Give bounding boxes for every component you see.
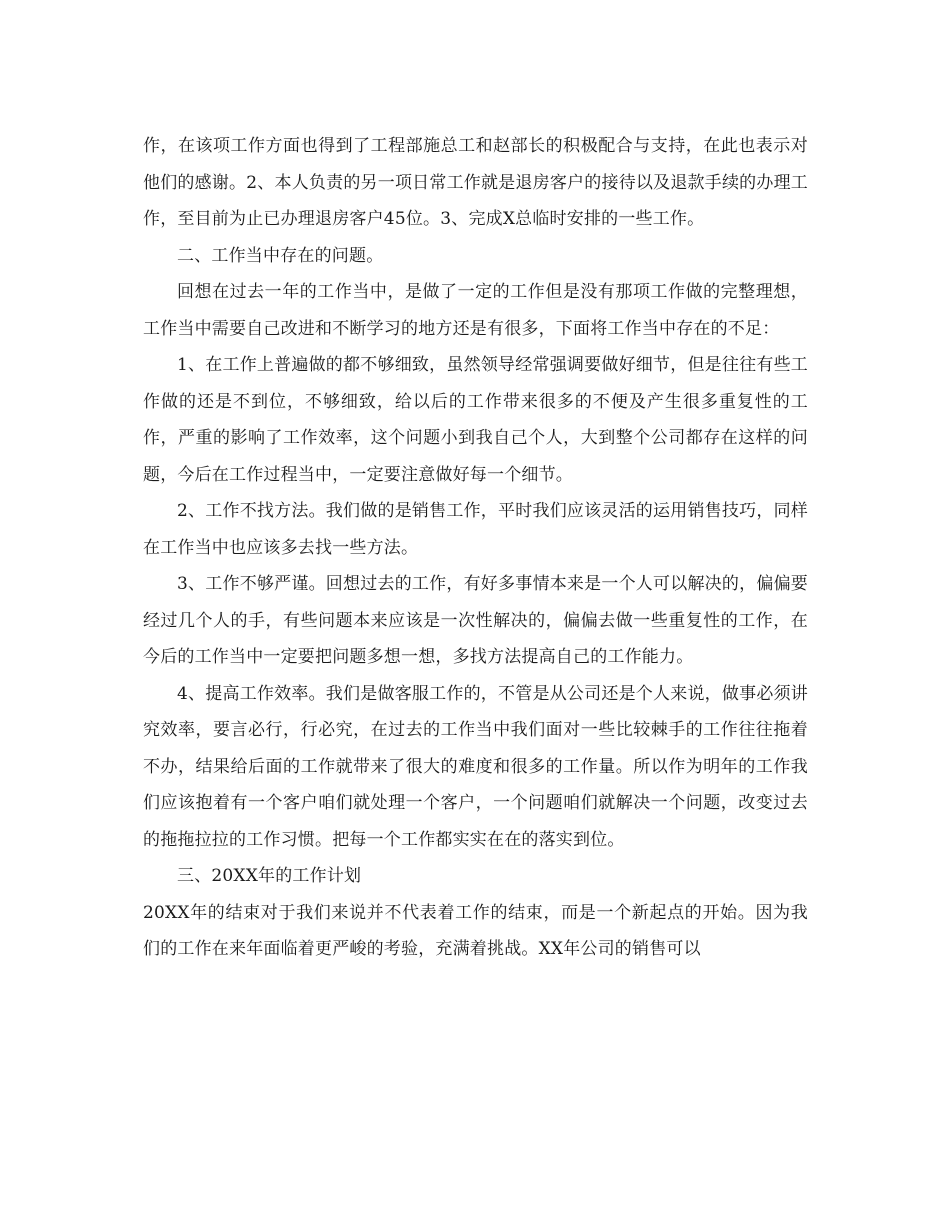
paragraph-continuation: 作，在该项工作方面也得到了工程部施总工和赵部长的积极配合与支持，在此也表示对他们的感谢。2、本人负责的另一项日常工作就是退房客户的接待以及退款手续的办理工作，至目前为止已办理退房客户45位。3、完成X总临时安排的一些工作。	[143, 136, 808, 229]
section-heading-problems: 二、工作当中存在的问题。	[177, 245, 384, 266]
document-body	[143, 128, 808, 968]
paragraph-point-1: 1、在工作上普遍做的都不够细致，虽然领导经常强调要做好细节，但是往往有些工作做的还是不到位，不够细致，给以后的工作带来很多的不便及产生很多重复性的工作，严重的影响了工作效率，这个问题小到我自己个人，大到整个公司都存在这样的问题，今后在工作过程当中，一定要注意做好每一个细节。	[143, 355, 808, 485]
paragraph-point-3: 3、工作不够严谨。回想过去的工作，有好多事情本来是一个人可以解决的，偏偏要经过几个人的手，有些问题本来应该是一次性解决的，偏偏去做一些重复性的工作，在今后的工作当中一定要把问题多想一想，多找方法提高自己的工作能力。	[143, 574, 808, 667]
paragraph-point-4: 4、提高工作效率。我们是做客服工作的，不管是从公司还是个人来说，做事必须讲究效率，要言必行，行必究，在过去的工作当中我们面对一些比较棘手的工作往往拖着不办，结果给后面的工作就带来了很大的难度和很多的工作量。所以作为明年的工作我们应该抱着有一个客户咱们就处理一个客户，一个问题咱们就解决一个问题，改变过去的拖拖拉拉的工作习惯。把每一个工作都实实在在的落实到位。	[143, 683, 808, 850]
section-heading-plan: 三、20XX年的工作计划	[177, 866, 362, 886]
paragraph-reflection: 回想在过去一年的工作当中，是做了一定的工作但是没有那项工作做的完整理想，工作当中需要自己改进和不断学习的地方还是有很多，下面将工作当中存在的不足：	[143, 282, 808, 339]
paragraph-point-2: 2、工作不找方法。我们做的是销售工作，平时我们应该灵活的运用销售技巧，同样在工作当中也应该多去找一些方法。	[143, 501, 808, 558]
paragraph-plan-intro: 20XX年的结束对于我们来说并不代表着工作的结束，而是一个新起点的开始。因为我们的工作在来年面临着更严峻的考验，充满着挑战。XX年公司的销售可以	[143, 902, 808, 959]
